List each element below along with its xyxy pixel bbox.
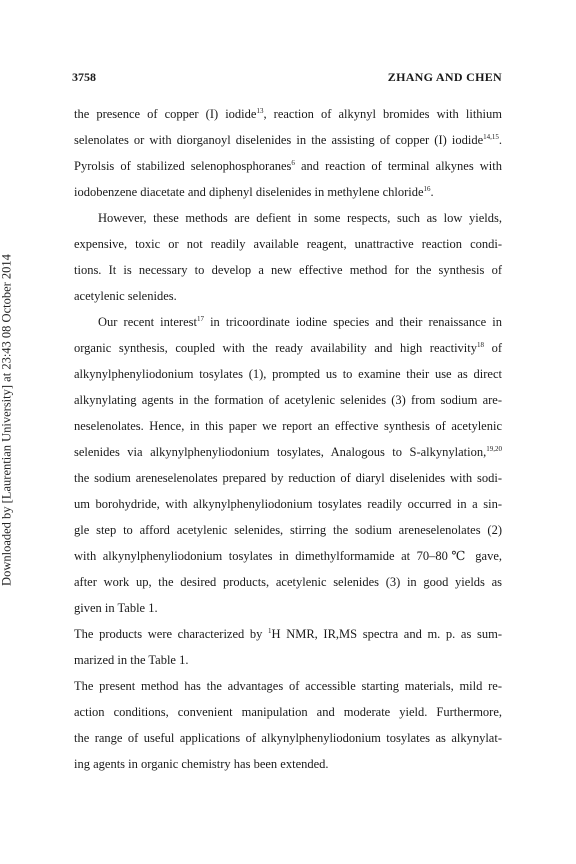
text-line: tions. It is necessary to develop a new effective method for the synthesis of bbox=[74, 263, 502, 277]
text-line: after work up, the desired products, acetylenic selenides (3) in good yields as bbox=[74, 575, 502, 589]
text-line: the presence of copper (I) iodide$^{13}$, reaction of alkynyl bromides with lithium bbox=[74, 107, 502, 121]
text-line: Pyrolsis of stabilized selenophosphoranes$^6$ and reaction of terminal alkynes with bbox=[74, 159, 502, 173]
running-head: ZHANG AND CHEN bbox=[387, 70, 502, 84]
text-line: The present method has the advantages of accessible starting materials, mild re- bbox=[74, 679, 502, 693]
text-line: gle step to afford acetylenic selenides, stirring the sodium areneselenolates (2) bbox=[74, 523, 502, 537]
text-line: organic synthesis, coupled with the ready availability and high reactivity$^{18}$ of bbox=[74, 341, 502, 355]
body-text bbox=[74, 101, 502, 777]
text-line: neselenolates. Hence, in this paper we report an effective synthesis of acetylenic bbox=[74, 419, 502, 433]
text-line: iodobenzene diacetate and diphenyl diselenides in methylene chloride$^{16}$. bbox=[74, 185, 434, 199]
text-line: ing agents in organic chemistry has been extended. bbox=[74, 757, 329, 771]
text-line: with alkynylphenyliodonium tosylates in dimethylformamide at 70–80℃ gave, bbox=[74, 549, 502, 563]
text-line: given in Table 1. bbox=[74, 601, 158, 615]
text-line: marized in the Table 1. bbox=[74, 653, 189, 667]
text-line: acetylenic selenides. bbox=[74, 289, 177, 303]
text-line: selenides via alkynylphenyliodonium tosylates, Analogous to S-alkynylation,$^{19,20}$ bbox=[74, 445, 502, 459]
text-line: selenolates or with diorganoyl diselenides in the assisting of copper (I) iodide$^{14,15}$. bbox=[74, 133, 502, 147]
page-number: 3758 bbox=[72, 70, 96, 84]
text-line: The products were characterized by $^1$H NMR, IR,MS spectra and m. p. as sum- bbox=[74, 627, 502, 641]
text-line: um borohydride, with alkynylphenyliodonium tosylates readily occurred in a sin- bbox=[74, 497, 502, 511]
text-line: However, these methods are defient in some respects, such as low yields, bbox=[98, 211, 502, 225]
text-line: the sodium areneselenolates prepared by reduction of diaryl diselenides with sodi- bbox=[74, 471, 502, 485]
page-header bbox=[72, 70, 502, 88]
text-line: alkynylphenyliodonium tosylates (1), prompted us to examine their use as direct bbox=[74, 367, 502, 381]
text-line: action conditions, convenient manipulation and moderate yield. Furthermore, bbox=[74, 705, 502, 719]
text-line: Our recent interest$^{17}$ in tricoordinate iodine species and their renaissance in bbox=[98, 315, 502, 329]
download-watermark: Downloaded by [Laurentian University] at 23:43 08 October 2014 bbox=[0, 254, 14, 586]
text-line: alkynylating agents in the formation of acetylenic selenides (3) from sodium are- bbox=[74, 393, 502, 407]
text-line: expensive, toxic or not readily available reagent, unattractive reaction condi- bbox=[74, 237, 502, 251]
text-line: the range of useful applications of alkynylphenyliodonium tosylates as alkynylat- bbox=[74, 731, 502, 745]
